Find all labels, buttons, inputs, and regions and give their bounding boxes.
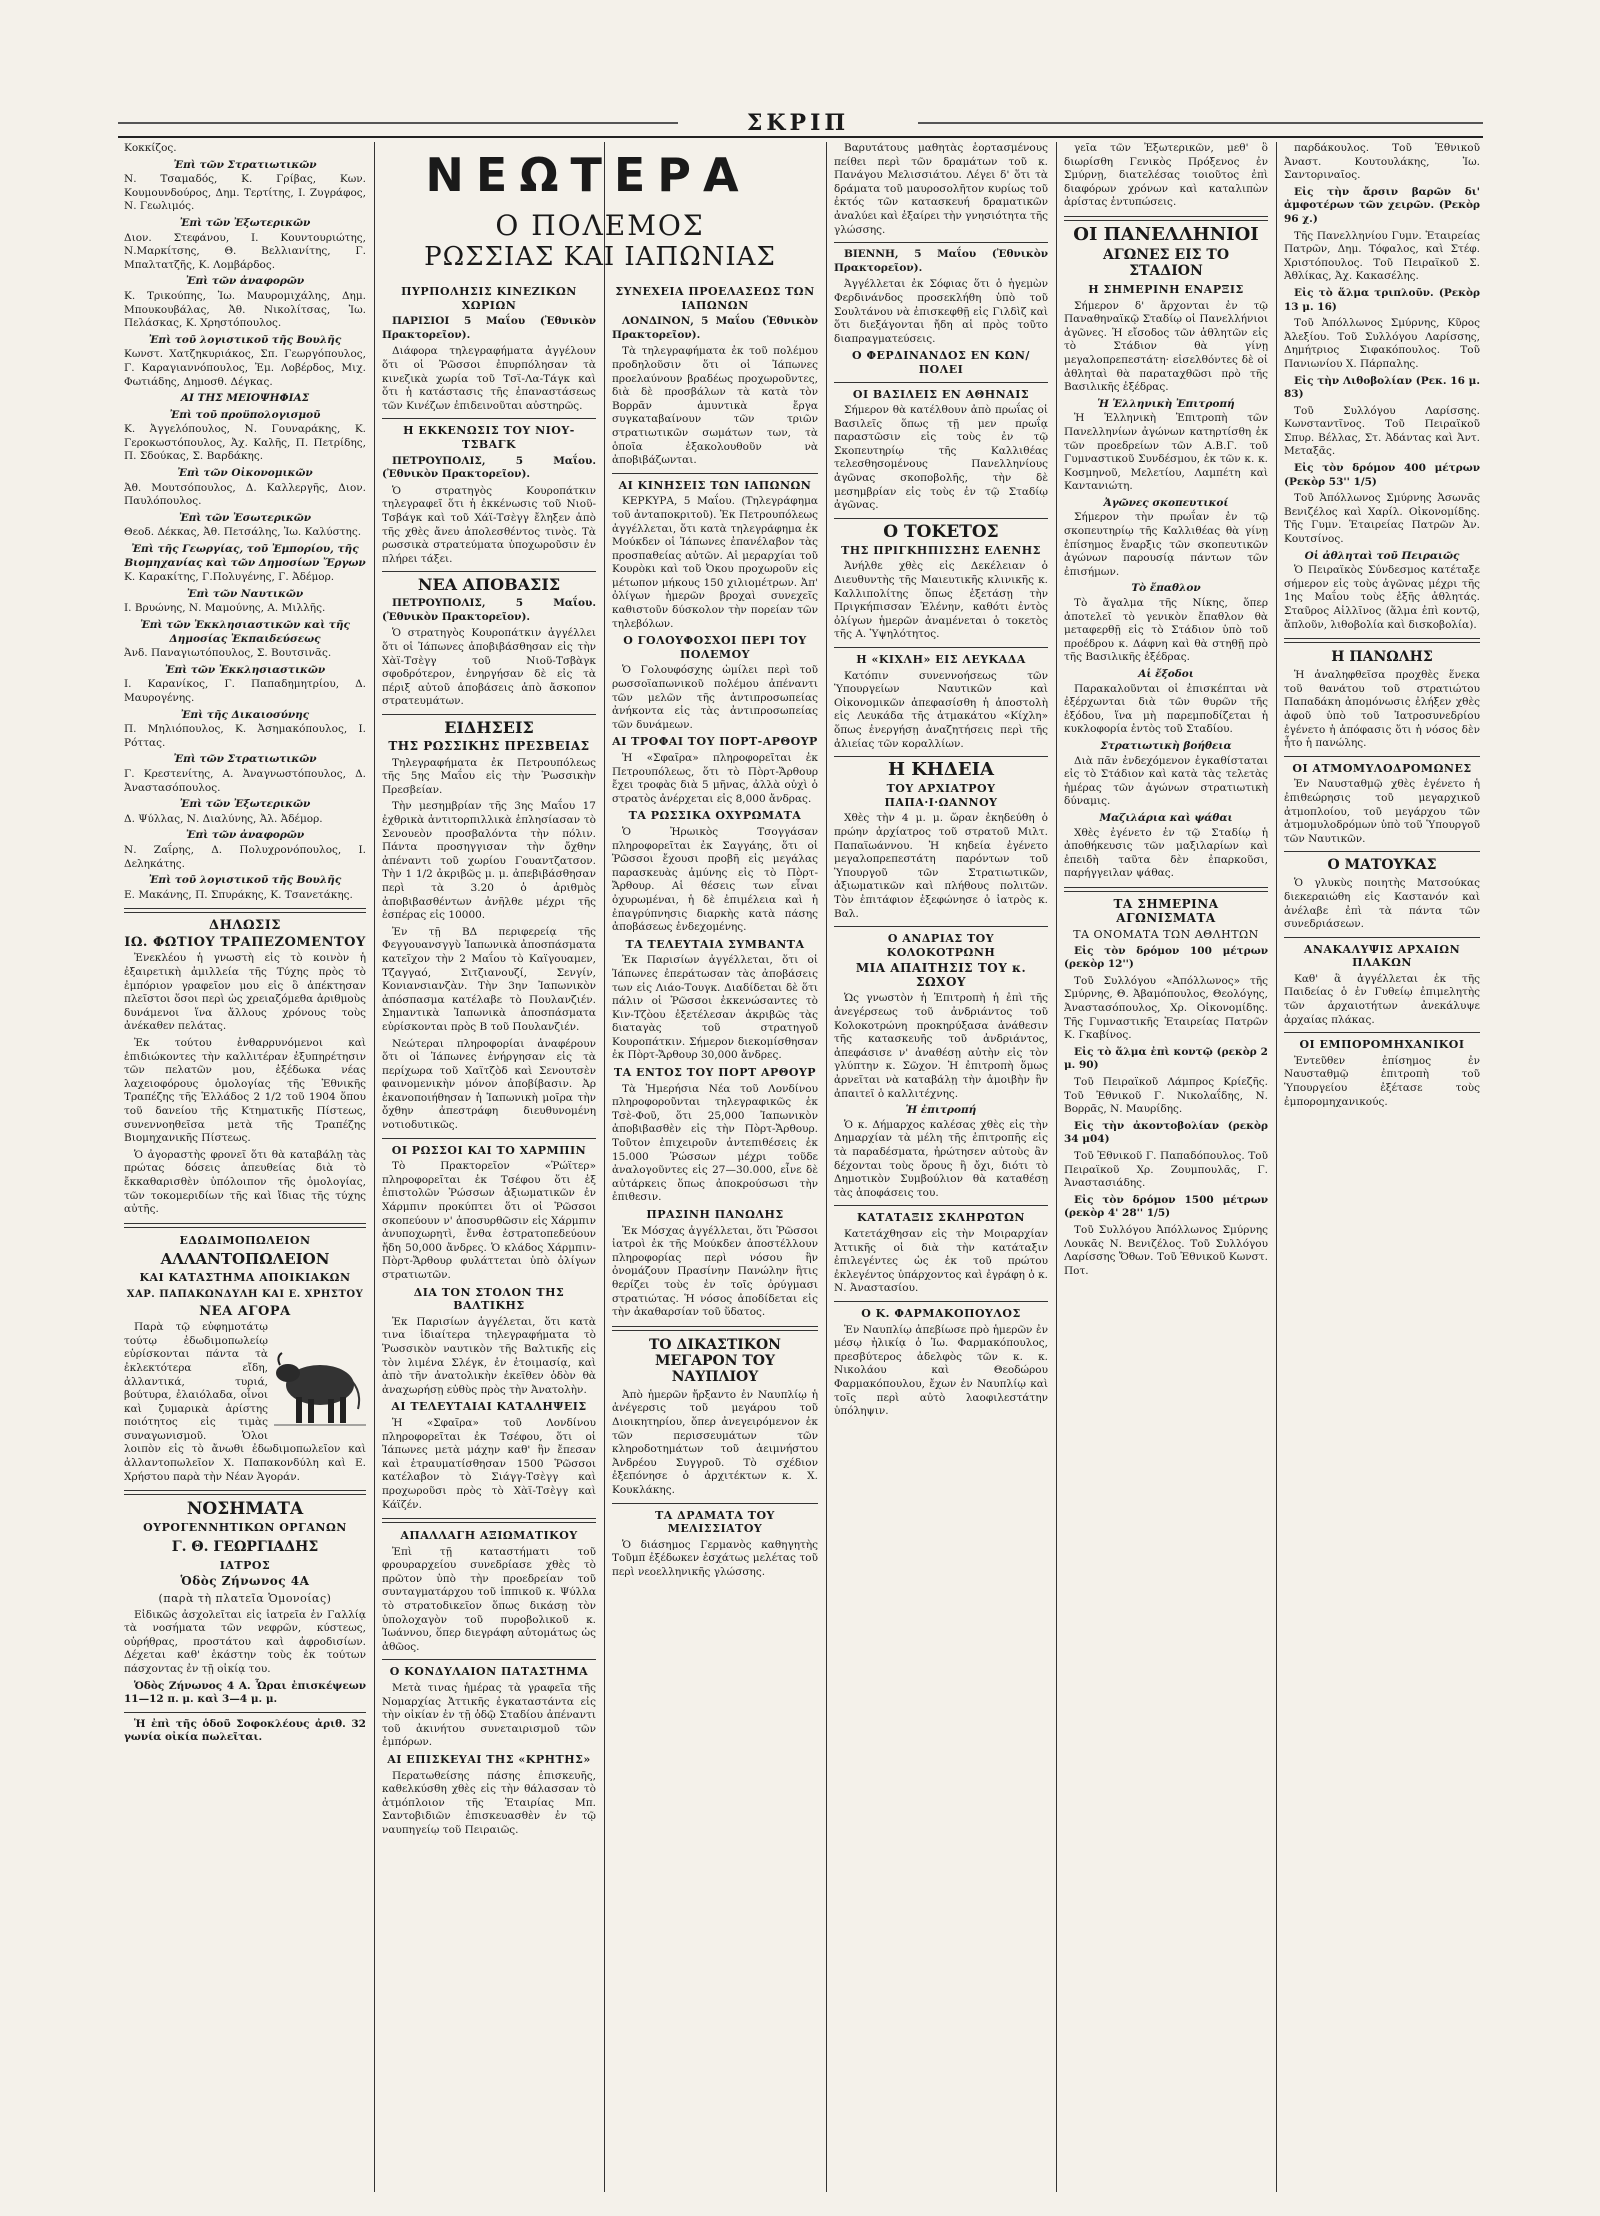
newspaper-title: ΣΚΡΙΠ bbox=[746, 110, 850, 136]
dateline: ΠΕΤΡΟΥΠΟΛΙΣ, 5 Μαΐου. (Ἐθνικὸν Πρακτορεῖον). bbox=[382, 597, 596, 623]
article-heading: ΑΙ ΤΕΛΕΥΤΑΙΑΙ ΚΑΤΑΛΗΨΕΙΣ bbox=[391, 1400, 587, 1414]
article-text: Ἐκ Μόσχας ἀγγέλλεται, ὅτι Ῥῶσσοι ἰατροὶ ἐκ τῆς Μούκδεν ἀποστέλλουν πληροφορίας περὶ νόσου ἣν ὀνομάζουν Πρασίνην Πανώλην ἣτις θερίζει τοὺς ἐν τοῖς ὀρύγμασι στρατιώτας. Ἡ νόσος ἀποδίδεται εἰς τὴν ἀκαθαρσίαν τοῦ ὕδατος. bbox=[612, 1224, 818, 1319]
event-heading: Εἰς τὴν ἄρσιν βαρῶν δι' ἀμφοτέρων τῶν χειρῶν. (Ρεκὸρ 96 χ.) bbox=[1284, 185, 1480, 225]
article-heading: Η ΕΚΚΕΝΩΣΙΣ ΤΟΥ ΝΙΟΥ-ΤΣΒΑΓΚ bbox=[403, 424, 575, 451]
article-text: Τὰ Ἡμερήσια Νέα τοῦ Λονδίνου πληροφοροῦνται τηλεγραφικῶς ἐκ Τσὲ-Φοῦ, ὅτι 25,000 Ἰαπωνικὸν ἀποβιβασθὲν εἰς τὴν Πὸρτ-Ἄρθουρ. Τοῦτον ἐπιχειροῦν ἀντεπιθέσεις ἐκ 15.000 Ῥώσσων μέχρι τοῦδε ἀναλογοῦντες εἰς 27—30.000, εἶνε δὲ αὐτάρκεις ὅπως ἀποκρούσωσι τὴν ἐπιθεσιν. bbox=[612, 1082, 818, 1204]
article-text: Τοῦ Συλλόγου Λαρίσσης. Κωνσταντῖνος. Τοῦ Πειραϊκοῦ Σπυρ. Βέλλας, Στ. Ἀδάντας καὶ Ἀντ. Μεταξᾶς. bbox=[1284, 404, 1480, 458]
article-text: Σήμερον θὰ κατέλθουν ἀπὸ πρωΐας οἱ Βασιλεῖς ὅπως τῇ μεν πρωΐᾳ παραστῶσιν εἰς τοὺς ἐν τῷ Σκοπευτηρίῳ τῆς Καλλιθέας τελεσθησομένους Πανελληνίους ἀγῶνας σκοποβολῆς, τὴν δὲ μεσημβρίαν εἰς τοὺς ἐν τῷ Σταδίῳ ἀγῶνας. bbox=[834, 404, 1048, 512]
divider bbox=[1284, 1032, 1480, 1033]
article-text: Ἐπὶ τῇ καταστήματι τοῦ φρουραρχείου συνεδρίασε χθὲς τὸ πρῶτον ὑπὸ τὴν προεδρείαν τοῦ συνταγματάρχου τοῦ ἱππικοῦ κ. Ψύλλα τὸ στρατοδικεῖον ὅπως δικάσῃ τὸν ὑπολοχαγὸν τοῦ πυροβολικοῦ κ. Ἰωάννου, ὅπερ διεγράφη αὐτομάτως ὡς ἀθῶος. bbox=[382, 1545, 596, 1653]
divider bbox=[834, 926, 1048, 927]
divider bbox=[1284, 851, 1480, 852]
article-text: Ὁ κ. Δήμαρχος καλέσας χθὲς εἰς τὴν Δημαρχίαν τὰ μέλη τῆς ἐπιτροπῆς εἰς τὰ παραδέσματα, ἠρώτησεν αὐτοὺς ἂν δέχονται τοὺς ὅρους ἢ ὄχι, διότι τὸ Δημοτικὸν Συμβούλιον θὰ καταθέσῃ τὰς ἀποφάσεις του. bbox=[834, 1118, 1048, 1199]
divider bbox=[834, 647, 1048, 648]
masthead-rule-right bbox=[918, 122, 1483, 124]
masthead bbox=[118, 110, 1483, 138]
war-headline bbox=[380, 210, 820, 272]
committee-heading: Ἐπὶ τῶν Ἐκκλησιαστικῶν bbox=[164, 663, 326, 676]
committee-members: Κωνστ. Χατζηκυριάκος, Σπ. Γεωργόπουλος, Γ. Καραγιαννόπουλος, Ἐμ. Λοβέρδος, Μιχ. Φωτιάδης, Δημοσθ. Δέγκας. bbox=[124, 348, 366, 388]
committee-list bbox=[124, 159, 366, 903]
ad2-subtitle: ΟΥΡΟΓΕΝΝΗΤΙΚΩΝ ΟΡΓΑΝΩΝ bbox=[143, 1521, 347, 1535]
dateline: ΒΙΕΝΝΗ, 5 Μαΐου (Ἐθνικὸν Πρακτορεῖον). bbox=[834, 248, 1048, 274]
column-divider bbox=[1056, 142, 1057, 2192]
dateline: ΠΕΤΡΟΥΠΟΛΙΣ, 5 Μαΐου. (Ἐθνικὸν Πρακτορεῖον). bbox=[382, 454, 596, 481]
article-heading: Ο Κ. ΦΑΡΜΑΚΟΠΟΥΛΟΣ bbox=[861, 1306, 1021, 1320]
bull-illustration bbox=[274, 1323, 366, 1435]
committee-members: Κ. Καρακίτης, Γ.Πολυγένης, Γ. Ἀδέμορ. bbox=[124, 571, 335, 584]
article-heading: Η «ΚΙΧΛΗ» ΕΙΣ ΛΕΥΚΑΔΑ bbox=[856, 653, 1026, 666]
ad-subtitle: ΚΑΙ ΚΑΤΑΣΤΗΜΑ ΑΠΟΙΚΙΑΚΩΝ bbox=[139, 1271, 351, 1285]
article-heading: Ο ΓΟΛΟΥΦΟΣΧΟΙ ΠΕΡΙ ΤΟΥ ΠΟΛΕΜΟΥ bbox=[623, 634, 807, 661]
article-text: Ὁ Ἠρωικὸς Τσογγάσαν πληροφορεῖται ἐκ Σαγγάης, ὅτι οἱ Ῥῶσσοι ἔχουσι προβῆ εἰς μεγάλας παρασκευὰς ἀμύνης εἰς τὸ Πὸρτ-Ἄρθουρ. Αἱ θέσεις των εἶναι ὀχυρωμέναι, ἡ δὲ ἐπιμέλεια καὶ ἡ ἐπαγρύπνησις διαρκὴς κατὰ πάσης ἀποβάσεως ἐνδεχομένης. bbox=[612, 825, 818, 934]
committee-heading: Ἐπὶ τοῦ λογιστικοῦ τῆς Βουλῆς bbox=[148, 333, 342, 346]
ad2-address-note: (παρὰ τὴ πλατεῖα Ὁμονοίας) bbox=[158, 1592, 332, 1606]
article-text: Τὴν μεσημβρίαν τῆς 3ης Μαΐου 17 ἐχθρικὰ ἀντιτορπιλλικὰ ἐπλησίασαν τὸ Σενουεὸν προσβαλόντα τὴν πόλιν. Πάντα προσηγγισαν τὴν ὄχθην ἀπέναντι τοῦ χωρίου Γουαντζατσον. Τὴν 1 1/2 ἀκριβῶς μ. μ. ἀπεβιβάσθησαν περὶ τὰ 3.20 ὁ ἀριθμὸς ἀποβιβασθέντων ἀνῆλθε μέχρι τῆς ἐσπέρας εἰς 10000. bbox=[382, 800, 596, 922]
committee-heading: Ἐπὶ τῆς Δικαιοσύνης bbox=[180, 708, 310, 721]
article-section-heading: Οἱ ἀθληταὶ τοῦ Πειραιῶς bbox=[1304, 549, 1460, 562]
dateline: ΛΟΝΔΙΝΟΝ, 5 Μαΐου (Ἐθνικὸν Πρακτορεῖον). bbox=[612, 315, 818, 341]
notice-paragraph: Ὁ ἀγοραστὴς φρονεῖ ὅτι θὰ καταβάλῃ τὰς πρώτας δόσεις ἀπευθείας διὰ τὸ ἔκκαθαρισθὲν ὑπόλοιπον τῆς ὁμολογίας, τῶν τοκομεριδίων τῆς καὶ ἴδιας τῆς τύχης αὐτῆς. bbox=[124, 1148, 366, 1216]
article-heading: Η ΠΑΝΩΛΗΣ bbox=[1331, 649, 1433, 666]
article-text: Ἐκ Παρισίων ἀγγέλεται, ὅτι κατὰ τινα ἰδιαίτερα τηλεγραφήματα τὸ Ῥωσσικὸν ναυτικὸν τῆς Βαλτικῆς εἰς τὸν λιμένα Σλέγκ, ἐν ἐτοιμασίᾳ, καὶ ἀπὸ τῆν ἀνατολικὴν ἐκεῖθεν ὁδὸν θὰ ἀναχωρήσῃ εὐθὺς πρὸς τὴν Ἀνατολὴν. bbox=[382, 1315, 596, 1396]
article-text: Μετὰ τινας ἡμέρας τὰ γραφεῖα τῆς Νομαρχίας Ἀττικῆς ἐγκαταστάντα εἰς τὴν οἰκίαν ἐν τῇ ὁδῷ Σταδίου ἀπέναντι τοῦ ἀκινήτου συνεταιρισμοῦ τῶν ἐμπόρων. bbox=[382, 1682, 596, 1749]
article-text: Διάφορα τηλεγραφήματα ἀγγέλουν ὅτι οἱ Ῥῶσσοι ἐπυρπόλησαν τὰ κινεζικὰ χωρία τοῦ Τσϊ-Λα-Τάγκ καὶ ὅτι ἡ κατάστασις τῆς ἐπαναστάσεως τῶν Κινέζων ἐπιδεινοῦται αὐστηρῶς. bbox=[382, 345, 596, 412]
notice-paragraph: Ἐκ τούτου ἐνθαρρυνόμενοι καὶ ἐπιδιώκοντες τὴν καλλιτέραν ἐξυπηρέτησιν τῶν πελατῶν μου, ἐξέδωκα νέας λαχειοφόρους ὁμολογίας τῆς Ἐθνικῆς Τραπέζης τῆς Ἑλλάδος 2 1/2 τοῦ 1904 ὅπου τοῦ δανείου τῆς Κτηματικῆς Πίστεως, συνεννοηθεῖσα μετὰ τῆς Τραπέζης Βιομηχανικῆς Πίστεως. bbox=[124, 1037, 366, 1145]
divider bbox=[834, 1205, 1048, 1206]
article-text: Καθ' ἃ ἀγγέλλεται ἐκ τῆς Παιδείας ὁ ἐν Γυθείῳ ἐπιμελητὴς τῶν ἀρχαιοτήτων ἀνεκάλυψε ἀρχαίας πλάκας. bbox=[1284, 972, 1480, 1026]
committee-members: Κ. Ἀγγελόπουλος, Ν. Γουναράκης, Κ. Γεροκωστόπουλος, Ἀχ. Καλῆς, Π. Πετρίδης, Π. Σδούκας, Σ. Βαρδάκης. bbox=[124, 423, 366, 463]
notice-label: ΔΗΛΩΣΙΣ bbox=[209, 918, 281, 934]
article-heading: ΤΑ ΡΩΣΣΙΚΑ ΟΧΥΡΩΜΑΤΑ bbox=[628, 809, 802, 823]
article-heading: ΤΟ ΔΙΚΑΣΤΙΚΟΝ ΜΕΓΑΡΟΝ ΤΟΥ ΝΑΥΠΛΙΟΥ bbox=[649, 1336, 781, 1385]
article-subheading: ΤΗΣ ΡΩΣΣΙΚΗΣ ΠΡΕΣΒΕΙΑΣ bbox=[388, 739, 590, 754]
article-text: ΚΕΡΚΥΡΑ, 5 Μαΐου. (Τηλεγράφημα τοῦ ἀνταποκριτοῦ). Ἐκ Πετρουπόλεως ἀγγέλλεται, ὅτι κατὰ τηλεγράφημα ἐκ Μούκδεν οἱ Ἰάπωνες ἐπανέλαβον τὰς προσπαθείας αὐτῶν. Αἱ μεραρχίαι τοῦ Κουρὸκι καὶ τοῦ Ὀκου προχωροῦν εἰς μέτωπον μήκους 150 χιλιομέτρων. Ἀπ' ὀλίγων ἡμερῶν βροχαὶ συνεχεῖς καθιστοῦν δύσκολον τὴν πορείαν τῶν τηλεβόλων. bbox=[612, 495, 818, 630]
article-heading: ΤΑ ΣΗΜΕΡΙΝΑ ΑΓΩΝΙΣΜΑΤΑ bbox=[1113, 896, 1219, 925]
article-heading: ΑΠΑΛΛΑΓΗ ΑΞΙΩΜΑΤΙΚΟΥ bbox=[400, 1529, 578, 1543]
committee-members: Δ. Ψύλλας, Ν. Διαλύνης, Ἀλ. Ἀδέμορ. bbox=[124, 812, 323, 825]
article-text: παρδάκουλος. Τοῦ Ἐθνικοῦ Ἀναστ. Κουτουλάκης, Ἰω. Σαντοριναῖος. bbox=[1284, 142, 1480, 182]
article-subheading: ΜΙΑ ΑΠΑΙΤΗΣΙΣ ΤΟΥ κ. ΣΩΧΟΥ bbox=[855, 961, 1027, 989]
article-text: Τοῦ Συλλόγου «Ἀπόλλωνος» τῆς Σμύρνης, Θ. Ἀβαμόπουλος, Θεολόγης, Ἀναστασόπουλος, Χρ. Οἰκονομίδης. Τῆς Γυμναστικῆς Ἑταιρείας Πατρῶν Κ. Γκαβίνος. bbox=[1064, 974, 1268, 1042]
divider bbox=[382, 1138, 596, 1139]
event-heading: Εἰς τὸν δρόμον 100 μέτρων (ρεκὸρ 12'') bbox=[1064, 944, 1268, 971]
column-divider bbox=[826, 142, 827, 2192]
article-text: Ἐντεῦθεν ἐπίσημος ἐν Ναυσταθμῷ ἐπιτροπὴ τοῦ Ὑπουργείου ἐξέτασε τοὺς ἐμπορομηχανικούς. bbox=[1284, 1054, 1480, 1108]
article-text: Τὰ τηλεγραφήματα ἐκ τοῦ πολέμου προδηλοῦσιν ὅτι οἱ Ἰάπωνες προελαύνουν βραδέως προχωροῦντες, διὰ δὲ προσβάλων τὰ κατὰ τὸν Βορρᾶν ἀμυντικὰ ἔργα συγκαταβαίνουν τῶν τριῶν στρατιωτικῶν σωμάτων των, τὰ ὁποῖα ἐξακολουθοῦν νὰ ἀποβιβάζωνται. bbox=[612, 345, 818, 467]
divider bbox=[834, 756, 1048, 757]
article-text: Ὁ Γολουφόσχης ὡμίλει περὶ τοῦ ρωσσοϊαπωνικοῦ πολέμου ἀπέναντι τῶν μελῶν τῆς ἀντιπροσωπείας ἀνήκοντα εἰς τὰς ἀντιπροσωπείας τῶν δυνάμεων. bbox=[612, 664, 818, 731]
article-text: Ὁ γλυκὺς ποιητὴς Ματσούκας διεκεραιώθη εἰς Καστανόν καὶ ἀνέλαβε ἐπὶ τὰ πάντα τῶν συνεδριάσεων. bbox=[1284, 877, 1480, 931]
divider bbox=[612, 473, 818, 474]
event-heading: Εἰς τὴν ἀκοντοβολίαν (ρεκὸρ 34 μ04) bbox=[1064, 1119, 1268, 1146]
article-text: Ὁ στρατηγὸς Κουροπάτκιν τηλεγραφεῖ ὅτι ἡ ἐκκένωσις τοῦ Νιοῦ-Τσβάγκ καὶ τοῦ Χάϊ-Τσὲγγ ἔληξεν ἀπὸ τῆς χθὲς ἄνευ ἀπολεσθέντος τινὸς. Τὰ ρωσσικὰ στρατεύματα ὑποχωροῦσιν ἐν πλήρει τάξει. bbox=[382, 484, 596, 565]
column-1 bbox=[124, 142, 366, 2192]
divider bbox=[834, 518, 1048, 519]
article-heading: Ο ΦΕΡΔΙΝΑΝΔΟΣ ΕΝ ΚΩΝ/ΠΟΛΕΙ bbox=[852, 349, 1030, 376]
committee-heading: Ἐπὶ τῶν Ἐκκλησιαστικῶν καὶ τῆς Δημοσίας Ἐκπαιδεύσεως bbox=[140, 619, 350, 645]
article-text: Σήμερον δ' ἄρχονται ἐν τῷ Παναθηναϊκῷ Σταδίῳ οἱ Πανελλήνιοι ἀγῶνες. Ἡ εἴσοδος τῶν ἀθλητῶν εἰς τὸ Στάδιον θὰ γίνῃ μεγαλοπρεπεστάτη· εἰσελθόντες δὲ οἱ ἀθληταὶ θὰ παραταχθῶσι πρὸ τῆς Βασιλικῆς ἐξέδρας. bbox=[1064, 299, 1268, 394]
war-headline-line2: ΡΩΣΣΙΑΣ ΚΑΙ ΙΑΠΩΝΙΑΣ bbox=[424, 242, 776, 272]
article-text: Ὁ Πειραϊκὸς Σύνδεσμος κατέταξε σήμερον εἰς τοὺς ἀγῶνας μέχρι τῆς 1ης Μαΐου τοὺς ἑξῆς ἀθλητάς. Σταῦρος Αἰλλῖνος (ἅλμα ἐπὶ κοντῷ, ἄπλοῦν, λιθοβολία καὶ δισκοβολία). bbox=[1284, 564, 1480, 631]
article-text: Παρακαλοῦνται οἱ ἐπισκέπται νὰ ἐξέρχωνται διὰ τῶν θυρῶν τῆς ἐξόδου, ἵνα μὴ παρεμποδίζεται ἡ κυκλοφορία ἐντὸς τοῦ Σταδίου. bbox=[1064, 682, 1268, 736]
committee-members: Ι. Καρανίκος, Γ. Παπαδημητρίου, Δ. Μαυρογένης. bbox=[124, 678, 366, 704]
article-text: Τοῦ Ἀπόλλωνος Σμύρνης Ἀσωνᾶς Βενιζέλος καὶ Χαρίλ. Οἰκονομίδης. Τῆς Γυμν. Ἑταιρείας Πατρῶν Ἀν. Κουτσίνος. bbox=[1284, 492, 1480, 546]
article-text: Ἀπὸ ἡμερῶν ἤρξαντο ἐν Ναυπλίῳ ἡ ἀνέγερσις τοῦ μεγάρου τοῦ Διοικητηρίου, ὅπερ ἀνεγειρόμενον ἐκ τῶν περισσευμάτων τῶν κληροδοτημάτων τοῦ ἀειμνήστου Ἀνδρέου Συγγροῦ. Τὸ σχέδιον ἐξεπόνησε ὁ ἀρχιτέκτων κ. Χ. Κουκλάκης. bbox=[612, 1388, 818, 1496]
article-text: Τοῦ Συλλόγου Ἀπόλλωνος Σμύρνης Λουκᾶς Ν. Βενιζέλος. Τοῦ Συλλόγου Λαρίσσης Ὄθων. Τοῦ Ἐθνικοῦ Κωνστ. Ποτ. bbox=[1064, 1223, 1268, 1277]
article-text: Ἀνήλθε χθὲς εἰς Δεκέλειαν ὁ Διευθυντὴς τῆς Μαιευτικῆς κλινικῆς κ. Καλλιπολίτης ὅπως ἐξετάσῃ τὴν Πριγκήπισσαν Ἑλένην, καθότι ἐντὸς ὀλίγων ἡμερῶν ἀναμένεται ὁ τοκετὸς τῆς Α. Ὑψηλότητος. bbox=[834, 560, 1048, 641]
article-heading: ΟΙ ΑΤΜΟΜΥΛΟΔΡΟΜΩΝΕΣ bbox=[1292, 761, 1472, 775]
event-heading: Εἰς τὸ ἅλμα ἐπὶ κοντῷ (ρεκὸρ 2 μ. 90) bbox=[1064, 1045, 1268, 1072]
article-text: Τοῦ Ἀπόλλωνος Σμύρνης, Κῦρος Ἀλεξίου. Τοῦ Συλλόγου Λαρίσσης, Δημήτριος Σιφακόπουλος. Τοῦ Πανιωνίου Χ. Πάρπαλης. bbox=[1284, 317, 1480, 370]
committee-heading: ΑΙ ΤΗΣ ΜΕΙΟΨΗΦΙΑΣ bbox=[180, 392, 310, 405]
article-heading: ΟΙ ΒΑΣΙΛΕΙΣ ΕΝ ΑΘΗΝΑΙΣ bbox=[852, 387, 1030, 401]
article-text: Ἐν Ναυσταθμῷ χθὲς ἐγένετο ἡ ἐπιθεώρησις τοῦ μεγαρχικοῦ ἀτμοπλοίου, τοῦ μεγάρχου τῶν ἀτμομυλοδρόμων ὑπὸ τοῦ Ὑπουργοῦ τῶν Ναυτικῶν. bbox=[1284, 778, 1480, 845]
article-heading: ΤΑ ΤΕΛΕΥΤΑΙΑ ΣΥΜΒΑΝΤΑ bbox=[625, 937, 805, 951]
article-text: Ὁ διάσημος Γερμανὸς καθηγητὴς Τοῦμπ ἐξέδωκεν ἐσχάτως μελέτας τοῦ περὶ νεοελληνικῆς γλώσσης. bbox=[612, 1538, 818, 1578]
article-heading: ΚΑΤΑΤΑΞΙΣ ΣΚΛΗΡΩΤΩΝ bbox=[857, 1211, 1025, 1225]
divider bbox=[612, 1503, 818, 1504]
committee-members: Ἀθ. Μουτσόπουλος, Δ. Καλλεργῆς, Διον. Παυλόπουλος. bbox=[124, 481, 366, 508]
article-text: Ἡ «Σφαῖρα» πληροφορεῖται ἐκ Πετρουπόλεως, ὅτι τὸ Πὸρτ-Ἄρθουρ ἔχει τροφὰς διὰ 5 μῆνας, ἀλλὰ οὐχὶ ὁ στρατὸς ἀνέρχεται εἰς 8,000 ἄνδρας. bbox=[612, 752, 818, 805]
article-heading: ΑΝΑΚΑΛΥΨΙΣ ΑΡΧΑΙΩΝ ΠΛΑΚΩΝ bbox=[1303, 942, 1461, 970]
article-heading: ΠΥΡΠΟΛΗΣΙΣ ΚΙΝΕΖΙΚΩΝ ΧΩΡΙΩΝ bbox=[401, 285, 577, 312]
ad-place: ΝΕΑ ΑΓΟΡΑ bbox=[199, 1303, 291, 1319]
bottom-notice: Ἡ ἐπὶ τῆς ὁδοῦ Σοφοκλέους ἀριθ. 32 γωνία οἰκία πωλεῖται. bbox=[124, 1717, 366, 1744]
article-heading: Ο ΑΝΔΡΙΑΣ ΤΟΥ ΚΟΛΟΚΟΤΡΩΝΗ bbox=[886, 932, 996, 959]
committee-heading: Ἐπὶ τῶν Στρατιωτικῶν bbox=[173, 158, 317, 171]
article-text: Σήμερον τὴν πρωΐαν ἐν τῷ σκοπευτηρίῳ τῆς Καλλιθέας θὰ γίνῃ ἐπίσημος ἔναρξις τῶν σκοπευτικῶν ἀγώνων παρουσίᾳ πάντων τῶν ἐπισήμων. bbox=[1064, 511, 1268, 578]
committee-members: Θεοδ. Δέκκας, Ἀθ. Πετσάλης, Ἰω. Καλύστης. bbox=[124, 526, 362, 539]
column-5 bbox=[1064, 142, 1268, 2192]
article-text: Τὸ ἄγαλμα τῆς Νίκης, ὅπερ ἀποτελεῖ τὸ γενικὸν ἔπαθλον θὰ μεταφερθῇ εἰς τὸ Στάδιον ὑπὸ τοῦ προέδρου κ. Δάφνη καὶ θὰ στηθῇ πρὸ τῆς Βασιλικῆς ἐξέδρας. bbox=[1064, 597, 1268, 664]
column-2 bbox=[382, 282, 596, 2192]
article-heading: ΑΙ ΚΙΝΗΣΕΙΣ ΤΩΝ ΙΑΠΩΝΩΝ bbox=[618, 478, 812, 492]
divider bbox=[612, 1326, 818, 1331]
column-divider bbox=[374, 142, 375, 2192]
article-text: Κατετάχθησαν εἰς τὴν Μοιραρχίαν Ἀττικῆς οἱ διὰ τὴν κατάταξιν ἐπιλεγέντες ὡς ἐκ τοῦ πρώτου ἐκλεγέντος ὑπάρχοντος καὶ ἐγράφη ὁ κ. Ν. Ἀναστασίου. bbox=[834, 1227, 1048, 1295]
article-subheading: ΤΗΣ ΠΡΙΓΚΗΠΙΣΣΗΣ ΕΛΕΝΗΣ bbox=[841, 543, 1041, 557]
article-heading: ΔΙΑ ΤΟΝ ΣΤΟΛΟΝ ΤΗΣ ΒΑΛΤΙΚΗΣ bbox=[413, 1285, 565, 1313]
committee-heading: Ἐπὶ τῶν Οἰκονομικῶν bbox=[177, 467, 313, 480]
column-3 bbox=[612, 282, 818, 2192]
committee-members: Π. Μηλιόπουλος, Κ. Ἀσημακόπουλος, Ι. Ρόττας. bbox=[124, 723, 366, 749]
article-text: Περατωθείσης πάσης ἐπισκευῆς, καθελκύσθη χθὲς εἰς τὴν θάλασσαν τὸ ἀτμόπλοιον τῆς Ἑταιρίας Μπ. Σαντοβιδιῶν ἐπισκευασθὲν ἐν τῷ ναυπηγείῳ τοῦ Πειραιῶς. bbox=[382, 1769, 596, 1836]
ad-names: ΧΑΡ. ΠΑΠΑΚΩΝΔΥΛΗ ΚΑΙ Ε. ΧΡΗΣΤΟΥ bbox=[126, 1288, 364, 1300]
ad2-name: Γ. Θ. ΓΕΩΡΓΙΑΔΗΣ bbox=[171, 1538, 319, 1555]
section-heading-neotera: ΝΕΩΤΕΡΑ bbox=[425, 148, 751, 202]
article-section-heading: Ἀγῶνες σκοπευτικοί bbox=[1103, 496, 1229, 509]
divider bbox=[1064, 216, 1268, 221]
committee-heading: Ἐπὶ τῶν Ἐξωτερικῶν bbox=[179, 216, 311, 229]
article-text: Χθὲς ἐγένετο ἐν τῷ Σταδίῳ ἡ ἀποθήκευσις τῶν μαξιλαρίων καὶ ἐπειδὴ ταῦτα δὲν ἐπαρκοῦσι, παρήγγειλαν ψάθας. bbox=[1064, 826, 1268, 880]
committee-heading: Ἐπὶ τοῦ λογιστικοῦ τῆς Βουλῆς bbox=[148, 874, 342, 887]
committee-members: Ι. Βρυώνης, Ν. Μαμούνης, Α. Μιλλῆς. bbox=[124, 602, 326, 615]
column-top-label: Κοκκίζος. bbox=[124, 142, 177, 154]
article-text: Ἐκ Παρισίων ἀγγέλλεται, ὅτι οἱ Ἰάπωνες ἐπεράτωσαν τὰς ἀποβάσεις των εἰς Λιάο-Τουγκ. Διαδίδεται δὲ ὅτι πάλιν οἱ Ῥῶσσοι ἐκκενώσαντες τὸ Κιν-Τζὸου ἐξετέλεσαν ἀκριβῶς τὰς διαταγὰς τοῦ στρατηγοῦ Κουροπάτκιν. Σήμερον διεκομίσθησαν ἐκ Πὸρτ-Ἄρθουρ 30,000 ἄνδρες. bbox=[612, 954, 818, 1062]
article-text: Κατόπιν συνεννοήσεως τῶν Ὑπουργείων Ναυτικῶν καὶ Οἰκονομικῶν ἀπεφασίσθη ἡ ἀποστολὴ εἰς Λευκάδα τῆς ἀτμακάτου «Κίχλη» ὅπως ἐνεργήσῃ ἀναζητήσεις περὶ τῆς ἁλιείας τῶν κοραλλίων. bbox=[834, 669, 1048, 750]
committee-heading: Ἐπὶ τῶν ἀναφορῶν bbox=[185, 275, 305, 288]
event-heading: Εἰς τὴν Λιθοβολίαν (Ρεκ. 16 μ. 83) bbox=[1284, 374, 1480, 401]
divider bbox=[834, 382, 1048, 383]
ad2-text: Εἰδικῶς ἀσχολεῖται εἰς ἰατρεῖα ἐν Γαλλίᾳ τὰ νοσήματα τῶν νεφρῶν, κύστεως, οὐρήθρας, προστάτου καὶ ἀφροδισίων. Δέχεται καθ' ἑκάστην τοὺς ἐκ τούτων πάσχοντας ἐν τῇ οἰκίᾳ του. bbox=[124, 1608, 366, 1675]
article-text: Ἐν τῇ ΒΔ περιφερείᾳ τῆς Φεγγουανσγγὺ Ἰαπωνικὰ ἀποσπάσματα κατεῖχον τὴν 2 Μαΐου τὸ Καϊγουαμεν, Τζαγγαό, Σιτζιανουζί, Σενγίν, Κονιανσιανζὰν. Τὴν 3ην Ἰαπωνικὸν ἀπόσπασμα κατέλαβε τὸ Πουλανζιέν. Σημαντικὰ Ἰαπωνικὰ ἀποσπάσματα εὑρίσκονται πρὸς Β τοῦ Πουλανζιέν. bbox=[382, 925, 596, 1033]
article-heading: ΣΥΝΕΧΕΙΑ ΠΡΟΕΛΑΣΕΩΣ ΤΩΝ ΙΑΠΩΝΩΝ bbox=[615, 285, 815, 312]
article-section-heading: Ἡ ἐπιτροπή bbox=[905, 1104, 977, 1117]
ad2-title: ΝΟΣΗΜΑΤΑ bbox=[186, 1499, 304, 1520]
article-text: Ὁ στρατηγὸς Κουροπάτκιν ἀγγέλλει ὅτι οἱ Ἰάπωνες ἀποβιβάσθησαν εἰς τὴν Χὰϊ-Τσὲγγ τοῦ Νιοῦ-Τσβὰγκ σφοδρότερον, ἐνηργήσαν δὲ εἰς τὰ πέριξ αὐτοῦ ἀποβάσεις ἀπὸ ἄσκοπον στρατευμάτων. bbox=[382, 627, 596, 708]
article-section-heading: Τὸ ἔπαθλον bbox=[1131, 582, 1201, 595]
event-heading: Εἰς τὸ ἅλμα τριπλοῦν. (Ρεκὸρ 13 μ. 16) bbox=[1284, 286, 1480, 313]
committee-heading: Ἐπὶ τῶν ἀναφορῶν bbox=[185, 829, 305, 842]
committee-members: Διον. Στεφάνου, Ι. Κουντουριώτης, Ν.Μαρκίτσης, Θ. Βελλιανίτης, Γ. Μπαλτατζῆς, Κ. Λομβάρδος. bbox=[124, 231, 366, 271]
article-section-heading: Ἡ Ἑλληνικὴ Ἐπιτροπή bbox=[1097, 397, 1235, 410]
committee-members: Γ. Κρεστενίτης, Α. Ἀναγνωστόπουλος, Δ. Ἀναστασόπουλος. bbox=[124, 767, 366, 794]
column-divider bbox=[604, 142, 605, 2192]
divider bbox=[382, 1659, 596, 1660]
ad-text: Παρὰ τῷ εὐφημοτάτῳ τούτῳ ἐδωδιμοπωλείῳ εὑρίσκονται πάντα τὰ ἐκλεκτότερα εἴδη, ἀλλαντικά, τυριά, βούτυρα, ἐλαιόλαδα, οἶνοι καὶ ζυμαρικὰ ἀρίστης ποιότητος εἰς τιμὰς συναγωνισμοῦ. Ὁλοι λοιπὸν εἰς τὸ ἄνωθι ἐδωδιμοπωλεῖον καὶ ἀλλαντοπωλεῖον Χ. Παπακονδύλη καὶ Ε. Χρήστου παρὰ τὴν Νέαν Ἀγοράν. bbox=[124, 1321, 366, 1483]
article-text: Διὰ πᾶν ἐνδεχόμενον ἐγκαθίσταται εἰς τὸ Στάδιον καὶ κατὰ τὰς τελετὰς ἡμέρας τῶν ἀγώνων στρατιωτικὴ δύναμις. bbox=[1064, 754, 1268, 808]
article-heading: ΟΙ ΕΜΠΟΡΟΜΗΧΑΝΙΚΟΙ bbox=[1299, 1038, 1465, 1052]
committee-heading: Ἐπὶ τῶν Ναυτικῶν bbox=[186, 587, 304, 600]
divider bbox=[124, 1490, 366, 1495]
article-heading: Ο ΚΟΝΔΥΛΑΙΟΝ ΠΑΤΑΣΤΗΜΑ bbox=[389, 1665, 589, 1679]
column-4 bbox=[834, 142, 1048, 2192]
divider bbox=[382, 1518, 596, 1523]
article-text: Τῆς Πανελληνίου Γυμν. Ἑταιρείας Πατρῶν, Δημ. Τόφαλος, καὶ Στέφ. Χριστόπουλος. Τοῦ Πειραϊκοῦ Σ. Ἀθλίκας, Ἀχ. Κακασέλης. bbox=[1284, 229, 1480, 283]
article-heading: ΠΡΑΣΙΝΗ ΠΑΝΩΛΗΣ bbox=[646, 1208, 784, 1221]
divider bbox=[382, 714, 596, 715]
article-text: γεῖα τῶν Ἐξωτερικῶν, μεθ' ὃ διωρίσθη Γενικὸς Πρόξενος ἐν Σμύρνῃ, διατελέσας τοιοῦτος ἐπὶ διαφόρων χρόνων καὶ καταλιπὼν ἀρίστας ἐντυπώσεις. bbox=[1064, 142, 1268, 209]
ad2-address: Ὁδὸς Ζήνωνος 4Α bbox=[180, 1574, 310, 1589]
article-text: Ἀγγέλλεται ἐκ Σόφιας ὅτι ὁ ἡγεμὼν Φερδινάνδος προσεκλήθη ὑπὸ τοῦ Σουλτάνου νὰ ἐπισκεφθῇ εἰς Γιλδὶζ καὶ ὅτι διεξάγονται ἤδη αἱ πρὸς τοῦτο διαπραγματεύσεις. bbox=[834, 278, 1048, 345]
article-text: Τὸ Πρακτορεῖον «Ῥώϊτερ» πληροφορεῖται ἐκ Τσέφου ὅτι ἐξ ἐπιστολῶν Ῥώσσων ἀξιωματικῶν ἐν Χάρμπιν προκύπτει ὅτι οἱ Ῥῶσσοι σκοπεύουν ν' ἀποσυρθῶσιν εἰς Χάρμπιν ἀνυποχωρητὶ, ἔνθα ἐστρατοπεδεύουν ἤδη 50,000 ἄνδρες. Ὁ κλάδος Χάρμπιν-Πὸρτ-Ἄρθουρ φυλάττεται ὑπὸ ὀλίγων στρατιωτῶν. bbox=[382, 1160, 596, 1281]
divider bbox=[124, 1223, 366, 1228]
article-text: Χθὲς τὴν 4 μ. μ. ὥραν ἐκηδεύθη ὁ πρώην ἀρχίατρος τοῦ στρατοῦ Μιλτ. Παπαϊωάννου. Ἡ κηδεία ἐγένετο μεγαλοπρεπεστάτη παρόντων τοῦ Ὑπουργοῦ τῶν Στρατιωτικῶν, ἀξιωματικῶν καὶ πλήθους πολιτῶν. Τὸν ἐπιτάφιον ἐξεφώνησε ὁ ἰατρὸς κ. Βαλ. bbox=[834, 812, 1048, 920]
divider bbox=[124, 1712, 366, 1713]
divider bbox=[1284, 937, 1480, 938]
committee-members: Ε. Μακάνης, Π. Σπυράκης, Κ. Τσανετάκης. bbox=[124, 888, 353, 901]
ad2-hours: Ὁδὸς Ζήνωνος 4 Α. Ὧραι ἐπισκέψεων 11—12 π. μ. καὶ 3—4 μ. μ. bbox=[124, 1679, 366, 1706]
column-divider bbox=[1276, 142, 1277, 2192]
article-subheading: ΤΑ ΟΝΟΜΑΤΑ ΤΩΝ ΑΘΛΗΤΩΝ bbox=[1073, 928, 1259, 942]
committee-members: Ν. Τσαμαδός, Κ. Γρίβας, Κων. Κουμουνδούρος, Δημ. Τερτίτης, Ι. Ζυγράφος, Ν. Γεωλιμός. bbox=[124, 173, 366, 213]
article-text: Τοῦ Ἐθνικοῦ Γ. Παπαδόπουλος. Τοῦ Πειραϊκοῦ Χρ. Ζουμπουλᾶς, Γ. Ἀναστασιάδης. bbox=[1064, 1150, 1268, 1190]
committee-heading: Ἐπὶ τῆς Γεωργίας, τοῦ Ἐμπορίου, τῆς Βιομηχανίας καὶ τῶν Δημοσίων Ἔργων bbox=[124, 543, 366, 569]
event-heading: Εἰς τὸν δρόμον 400 μέτρων (Ρεκὸρ 53'' 1/5) bbox=[1284, 462, 1480, 488]
masthead-rule-left bbox=[118, 122, 678, 124]
article-text: Ἡ Ἑλληνικὴ Ἐπιτροπὴ τῶν Πανελληνίων ἀγώνων κατηρτίσθη ἐκ τῶν προεδρείων τῶν Α.Β.Γ. τοῦ Γυμναστικοῦ Συνδέσμου, ἐκ τῶν κ. κ. Κοσμηνοῦ, Μελετίου, Λαμπέτη καὶ Καντανιώτη. bbox=[1064, 412, 1268, 493]
notice-title: ΙΩ. ΦΩΤΙΟΥ ΤΡΑΠΕΖΟΜΕΝΤΟΥ bbox=[124, 934, 366, 950]
article-text: Βαρυτάτους μαθητὰς ἑορτασμένους πείθει περὶ τῶν δραμάτων τοῦ κ. Πανάγου Μελισσιάτου. Λέγει δ' ὅτι τὰ δράματα τοῦ μαυροσολῆτον κυρίως τοῦ ἐκτός τῶν κατασκευή δραματικῶν ἀναλύει καὶ ἐξαίρει τὴν γνησιότητα τῆς γλώσσης. bbox=[834, 142, 1048, 236]
article-heading: Η ΚΗΔΕΙΑ bbox=[888, 759, 994, 781]
divider bbox=[1284, 756, 1480, 757]
article-heading: ΟΙ ΡΩΣΣΟΙ ΚΑΙ ΤΟ ΧΑΡΜΠΙΝ bbox=[391, 1143, 587, 1157]
divider bbox=[834, 242, 1048, 243]
article-heading: ΝΕΑ ΑΠΟΒΑΣΙΣ bbox=[417, 575, 561, 595]
divider bbox=[1064, 887, 1268, 892]
article-text: Ὡς γνωστὸν ἡ Ἐπιτροπὴ ἡ ἐπὶ τῆς ἀνεγέρσεως τοῦ ἀνδριάντος τοῦ Κολοκοτρώνη προκηρύξασα ἀνάθεσιν τῆς κατασκευῆς τοῦ ἀνδριάντος, ἀπεφάσισε ν' ἀναθέσῃ αὐτὴν εἰς τὸν γλύπτην κ. Σῶχον. Ἡ ἐπιτροπὴ ὅμως ἀρνεῖται νὰ καταβάλῃ τὴν ἀμοιβὴν ἣν ἀπαιτεῖ ὁ καλλιτέχνης. bbox=[834, 992, 1048, 1100]
committee-heading: Ἐπὶ τῶν Ἐξωτερικῶν bbox=[179, 798, 311, 811]
committee-heading: Ἐπὶ τῶν Στρατιωτικῶν bbox=[173, 753, 317, 766]
event-heading: Εἰς τὸν δρόμον 1500 μέτρων (ρεκὸρ 4' 28'' 1/5) bbox=[1064, 1193, 1268, 1220]
committee-members: Κ. Τρικούπης, Ἰω. Μαυρομιχάλης, Δημ. Μπουκουβάλας, Ἀθ. Νικολίτσας, Ἰω. Πελάσκας, Κ. Χρηστόπουλος. bbox=[124, 289, 366, 330]
article-text: Ἐν Ναυπλίῳ ἀπεβίωσε πρὸ ἡμερῶν ἐν μέσῳ ἡλικίᾳ ὁ Ἰω. Φαρμακόπουλος, πρεσβύτερος ἀδελφὸς τῶν κ. κ. Νικολάου καὶ Θεοδώρου Φαρμακόπουλου, ἔχων ἐν Ναυπλίῳ καὶ τοῖς περὶ αὐτὸ λαοφιλεστάτην ὑπόληψιν. bbox=[834, 1323, 1048, 1418]
ad2-role: ΙΑΤΡΟΣ bbox=[219, 1558, 271, 1572]
article-heading: ΑΙ ΤΡΟΦΑΙ ΤΟΥ ΠΟΡΤ-ΑΡΘΟΥΡ bbox=[612, 735, 818, 749]
committee-members: Ν. Ζαΐρης, Δ. Πολυχρονόπουλος, Ι. Δεληκάτης. bbox=[124, 843, 366, 870]
article-heading: Ο ΜΑΤΟΥΚΑΣ bbox=[1327, 857, 1437, 874]
article-text: Νεώτεραι πληροφορίαι ἀναφέρουν ὅτι οἱ Ἰάπωνες ἐνήργησαν εἰς τὰ περίχωρα τοῦ Χαϊτζὸδ καὶ Σενουτσὲν φαινομενικὴν μόνον ἀποβίβασιν. Ἀρ ἐκανοποιήθησαν ἡ Ἰαπωνικὴ μοῖρα τὴν ὄχθην ἀπεστράφη διευθυνομένη νοτιοδυτικῶς. bbox=[382, 1037, 596, 1132]
article-text: Ἡ «Σφαῖρα» τοῦ Λονδίνου πληροφορεῖται ἐκ Τσέφου, ὅτι οἱ Ἰάπωνες μετὰ μάχην καθ' ἣν ἔπεσαν καὶ ἐτραυματίσθησαν 1500 Ῥῶσσοι κατέλαβον τὸ Σιάγγ-Τσὲγγ καὶ προχωροῦσι πρὸς τὸ Χὰϊ-Τσὲγγ καὶ Κάϊζέν. bbox=[382, 1416, 596, 1511]
article-subheading: Η ΣΗΜΕΡΙΝΗ ΕΝΑΡΞΙΣ bbox=[1088, 282, 1244, 296]
article-section-heading: Στρατιωτικὴ βοήθεια bbox=[1100, 739, 1232, 752]
article-text: Τοῦ Πειραϊκοῦ Λάμπρος Κρίεζῆς. Τοῦ Ἐθνικοῦ Γ. Νικολαΐδης, Ν. Βορρᾶς, Ν. Μαυρίδης. bbox=[1064, 1076, 1268, 1116]
notice-paragraph: Ἐνεκλέου ἡ γνωστὴ εἰς τὸ κοινὸν ἡ ἐξαιρετικὴ ἀμιλλεία τῆς Τύχης πρὸς τὸ ἐμπόριον γραφεῖον μου εἰς ὃ ἀπέκτησαν πλεῖστοι ὅσοι περὶ ὡς χρειαζόμεθα ἀριθμοὺς δυνάμενοι ἵνα ἄλλους χρόνους τοὺς ἀνέκαθεν πελάτας. bbox=[124, 952, 366, 1033]
committee-heading: Ἐπὶ τῶν Ἐσωτερικῶν bbox=[178, 511, 312, 524]
divider bbox=[834, 1301, 1048, 1302]
article-heading: ΤΑ ΔΡΑΜΑΤΑ ΤΟΥ ΜΕΛΙΣΣΙΑΤΟΥ bbox=[655, 1508, 775, 1536]
article-subheading: ΑΓΩΝΕΣ ΕΙΣ ΤΟ ΣΤΑΔΙΟΝ bbox=[1102, 246, 1230, 279]
divider bbox=[1284, 638, 1480, 643]
ad-label: ΕΔΩΔΙΜΟΠΩΛΕΙΟΝ bbox=[179, 1233, 311, 1247]
article-text: Τηλεγραφήματα ἐκ Πετρουπόλεως τῆς 5ης Μαΐου εἰς τὴν Ῥωσσικὴν Πρεσβείαν. bbox=[382, 756, 596, 796]
article-heading: ΕΙΔΗΣΕΙΣ bbox=[444, 718, 534, 738]
article-subheading: ΤΟΥ ΑΡΧΙΑΤΡΟΥ ΠΑΠΑ·Ι·ΩΑΝΝΟΥ bbox=[884, 782, 998, 809]
article-heading: ΑΙ ΕΠΙΣΚΕΥΑΙ ΤΗΣ «ΚΡΗΤΗΣ» bbox=[387, 1753, 591, 1766]
divider bbox=[382, 571, 596, 572]
article-heading: Ο ΤΟΚΕΤΟΣ bbox=[883, 521, 999, 542]
committee-members: Ἀνδ. Παναγιωτόπουλος, Σ. Βουτσινᾶς. bbox=[124, 647, 332, 660]
article-heading: ΟΙ ΠΑΝΕΛΛΗΝΙΟΙ bbox=[1073, 223, 1259, 245]
committee-heading: Ἐπὶ τοῦ προϋπολογισμοῦ bbox=[169, 408, 321, 421]
article-section-heading: Μαζιλάρια καὶ ψάθαι bbox=[1099, 811, 1233, 824]
war-headline-line1: Ο ΠΟΛΕΜΟΣ bbox=[495, 209, 705, 242]
ad-title: ΑΛΛΑΝΤΟΠΩΛΕΙΟΝ bbox=[160, 1250, 330, 1269]
article-section-heading: Αἱ ἔξοδοι bbox=[1138, 668, 1194, 680]
divider bbox=[382, 418, 596, 419]
divider bbox=[124, 908, 366, 913]
article-heading: ΤΑ ΕΝΤΟΣ ΤΟΥ ΠΟΡΤ ΑΡΘΟΥΡ bbox=[613, 1066, 817, 1080]
dateline: ΠΑΡΙΣΙΟΙ 5 Μαΐου (Ἐθνικὸν Πρακτορεῖον). bbox=[382, 315, 596, 341]
article-text: Ἡ ἀναληφθεῖσα προχθὲς ἕνεκα τοῦ θανάτου τοῦ στρατιώτου Παπαδάκη ἀπομόνωσις ἐλήξεν χθὲς ἀφοῦ ὑπὸ τοῦ Ἰατροσυνεδρίου ἐγένετο ἡ ἀπόφασις ὅτι ἡ νόσος δὲν ἦτο ἡ πανώλης. bbox=[1284, 669, 1480, 750]
column-6 bbox=[1284, 142, 1480, 2192]
